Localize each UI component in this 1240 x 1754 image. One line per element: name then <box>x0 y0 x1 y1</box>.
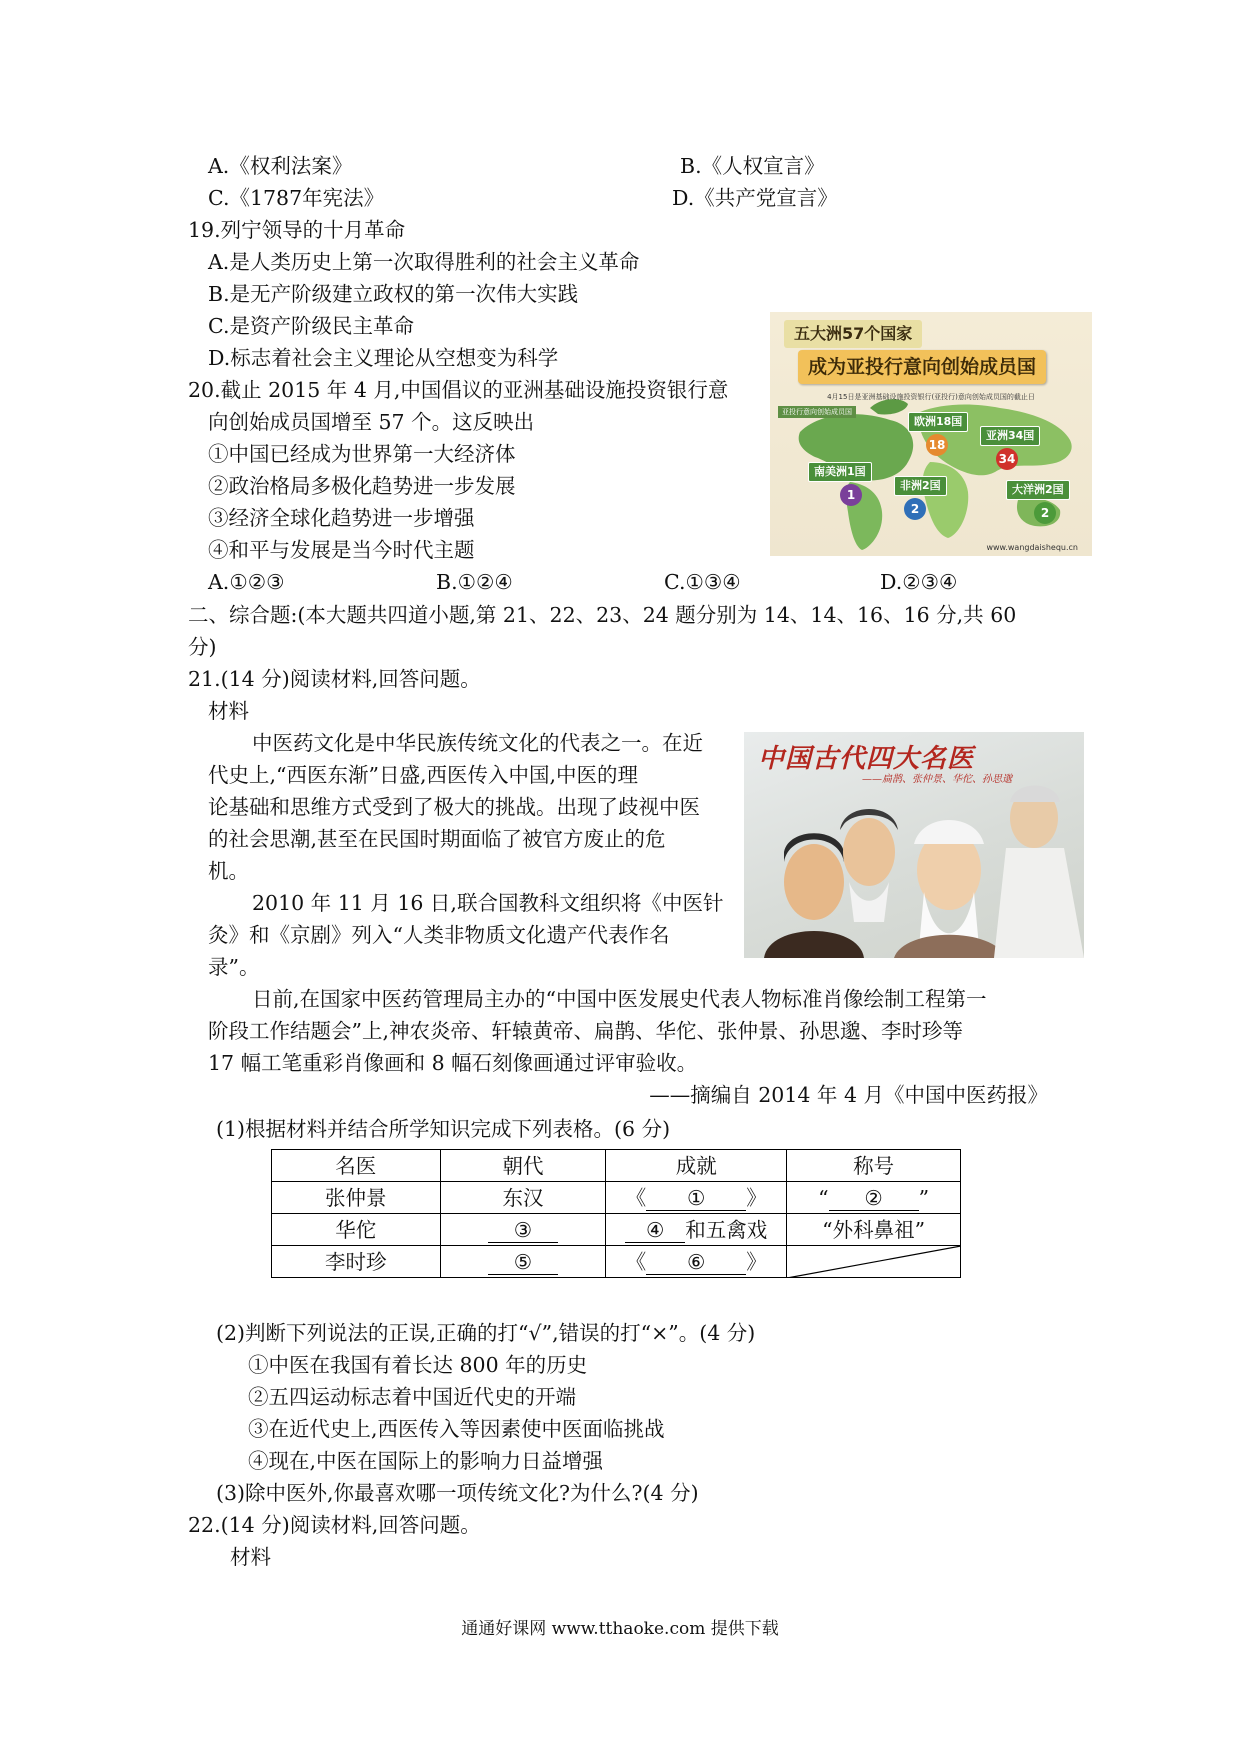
q20-item-4: ④和平与发展是当今时代主题 <box>208 538 475 562</box>
doctor-table <box>271 1149 961 1278</box>
diagonal-line <box>787 1246 961 1278</box>
map-tag-oceania: 大洋洲2国 <box>1006 480 1070 500</box>
q21-material-label: 材料 <box>208 699 249 723</box>
map-ball-africa: 2 <box>904 498 926 520</box>
q21-judge-2: ②五四运动标志着中国近代史的开端 <box>248 1385 576 1409</box>
table-cell-dynasty: 东汉 <box>440 1182 606 1214</box>
q21-judge-3: ③在近代史上,西医传入等因素使中医面临挑战 <box>248 1417 665 1441</box>
q21-p1-line5: 机。 <box>208 859 249 883</box>
q19-option-a: A.是人类历史上第一次取得胜利的社会主义革命 <box>208 250 640 274</box>
q21-p1-line3: 论基础和思维方式受到了极大的挑战。出现了歧视中医 <box>208 795 700 819</box>
table-cell-name: 张仲景 <box>272 1182 441 1214</box>
table-row <box>272 1214 961 1246</box>
map-tag-asia: 亚洲34国 <box>980 426 1040 446</box>
map-banner-continents: 五大洲57个国家 <box>784 320 922 348</box>
section2-heading-line1: 二、综合题:(本大题共四道小题,第 21、22、23、24 题分别为 14、14、16、16 分,共 60 <box>188 603 1017 627</box>
q20-item-2: ②政治格局多极化趋势进一步发展 <box>208 474 516 498</box>
q22-stem: 22.(14 分)阅读材料,回答问题。 <box>188 1513 481 1537</box>
table-cell-empty-diagonal <box>787 1246 961 1278</box>
map-tag-south-america: 南美洲1国 <box>808 462 872 482</box>
q21-p2-line3: 录”。 <box>208 955 260 979</box>
q21-p1-line2: 代史上,“西医东渐”日盛,西医传入中国,中医的理 <box>208 763 639 787</box>
q22-material-label: 材料 <box>230 1545 271 1569</box>
q21-p2-line2: 灸》和《京剧》列入“人类非物质文化遗产代表作名 <box>208 923 670 947</box>
q21-p1-line1: 中医药文化是中华民族传统文化的代表之一。在近 <box>252 731 703 755</box>
table-cell-title: “外科鼻祖” <box>787 1214 961 1246</box>
q20-item-1: ①中国已经成为世界第一大经济体 <box>208 442 516 466</box>
book-close-mark: 》 <box>746 1249 767 1274</box>
q21-p3-line2: 阶段工作结题会”上,神农炎帝、轩辕黄帝、扁鹊、华佗、张仲景、孙思邈、李时珍等 <box>208 1019 963 1043</box>
doctors-image-names: ——扁鹊、张仲景、华佗、孙思邈 <box>862 774 1012 785</box>
book-open-mark: 《 <box>625 1185 647 1210</box>
table-cell-name: 李时珍 <box>272 1246 441 1278</box>
table-cell-title <box>787 1182 961 1214</box>
table-cell-achievement <box>606 1246 787 1278</box>
map-tag-africa: 非洲2国 <box>894 476 947 496</box>
map-tag-europe: 欧洲18国 <box>908 412 968 432</box>
blank-1[interactable]: ① <box>646 1186 746 1211</box>
q20-stem-line2: 向创始成员国增至 57 个。这反映出 <box>208 410 535 434</box>
doctors-image-title: 中国古代四大名医 <box>758 744 975 774</box>
map-ball-oceania: 2 <box>1034 502 1056 524</box>
q18-option-b: B.《人权宣言》 <box>680 154 825 178</box>
map-subtitle: 4月15日是亚洲基础设施投资银行(亚投行)意向创始成员国的截止日 <box>827 393 1035 401</box>
achievement-suffix: 和五禽戏 <box>685 1217 768 1242</box>
book-open-mark: 《 <box>625 1249 647 1274</box>
q21-p3-line3: 17 幅工笔重彩肖像画和 8 幅石刻像画通过评审验收。 <box>208 1051 698 1075</box>
q20-option-d: D.②③④ <box>880 570 958 594</box>
blank-6[interactable]: ⑥ <box>646 1250 746 1275</box>
q21-sub1: (1)根据材料并结合所学知识完成下列表格。(6 分) <box>216 1117 671 1141</box>
q19-stem: 19.列宁领导的十月革命 <box>188 218 406 242</box>
table-row <box>272 1246 961 1278</box>
q21-p3-line1: 日前,在国家中医药管理局主办的“中国中医发展史代表人物标准肖像绘制工程第一 <box>252 987 987 1011</box>
q21-p1-line4: 的社会思潮,甚至在民国时期面临了被官方废止的危 <box>208 827 666 851</box>
q21-judge-1: ①中医在我国有着长达 800 年的历史 <box>248 1353 588 1377</box>
q20-option-b: B.①②④ <box>436 570 513 594</box>
q19-option-d: D.标志着社会主义理论从空想变为科学 <box>208 346 559 370</box>
map-url: www.wangdaishequ.cn <box>986 543 1078 552</box>
quote-close-mark: ” <box>918 1185 930 1210</box>
map-banner-title: 成为亚投行意向创始成员国 <box>798 350 1046 384</box>
quote-open-mark: “ <box>818 1185 829 1210</box>
q20-option-c: C.①③④ <box>664 570 741 594</box>
map-ball-south-america: 1 <box>840 484 862 506</box>
q18-option-d: D.《共产党宣言》 <box>672 186 838 210</box>
q21-source: ——摘编自 2014 年 4 月《中国中医药报》 <box>649 1083 1048 1107</box>
q21-sub3: (3)除中医外,你最喜欢哪一项传统文化?为什么?(4 分) <box>216 1481 699 1505</box>
table-cell-achievement <box>606 1182 787 1214</box>
q20-stem-line1: 20.截止 2015 年 4 月,中国倡议的亚洲基础设施投资银行意 <box>188 378 729 402</box>
table-header-row <box>272 1150 961 1182</box>
blank-4[interactable]: ④ <box>625 1218 685 1243</box>
table-cell-name: 华佗 <box>272 1214 441 1246</box>
map-ball-asia: 34 <box>996 448 1018 470</box>
table-row <box>272 1182 961 1214</box>
blank-2[interactable]: ② <box>829 1186 919 1211</box>
map-ball-europe: 18 <box>926 434 948 456</box>
table-cell-achievement <box>606 1214 787 1246</box>
table-cell-dynasty <box>440 1214 606 1246</box>
table-header-cell: 名医 <box>272 1150 441 1182</box>
q19-option-c: C.是资产阶级民主革命 <box>208 314 414 338</box>
blank-5[interactable]: ⑤ <box>488 1250 558 1275</box>
q21-stem: 21.(14 分)阅读材料,回答问题。 <box>188 667 481 691</box>
section2-heading-line2: 分) <box>188 635 217 659</box>
four-great-doctors-image <box>744 732 1084 958</box>
table-cell-dynasty <box>440 1246 606 1278</box>
table-header-cell: 称号 <box>787 1150 961 1182</box>
table-header-cell: 成就 <box>606 1150 787 1182</box>
q21-p2-line1: 2010 年 11 月 16 日,联合国教科文组织将《中医针 <box>252 891 724 915</box>
q18-option-a: A.《权利法案》 <box>208 154 353 178</box>
q21-sub2: (2)判断下列说法的正误,正确的打“√”,错误的打“×”。(4 分) <box>216 1321 756 1345</box>
aiib-map-image <box>770 312 1092 556</box>
table-header-cell: 朝代 <box>440 1150 606 1182</box>
map-legend: 亚投行意向创始成员国 <box>778 406 856 418</box>
q18-option-c: C.《1787年宪法》 <box>208 186 385 210</box>
page-footer: 通通好课网 www.tthaoke.com 提供下载 <box>461 1619 779 1639</box>
blank-3[interactable]: ③ <box>488 1218 558 1243</box>
book-close-mark: 》 <box>746 1185 767 1210</box>
q20-item-3: ③经济全球化趋势进一步增强 <box>208 506 475 530</box>
q20-option-a: A.①②③ <box>208 570 285 594</box>
q21-judge-4: ④现在,中医在国际上的影响力日益增强 <box>248 1449 604 1473</box>
q19-option-b: B.是无产阶级建立政权的第一次伟大实践 <box>208 282 579 306</box>
